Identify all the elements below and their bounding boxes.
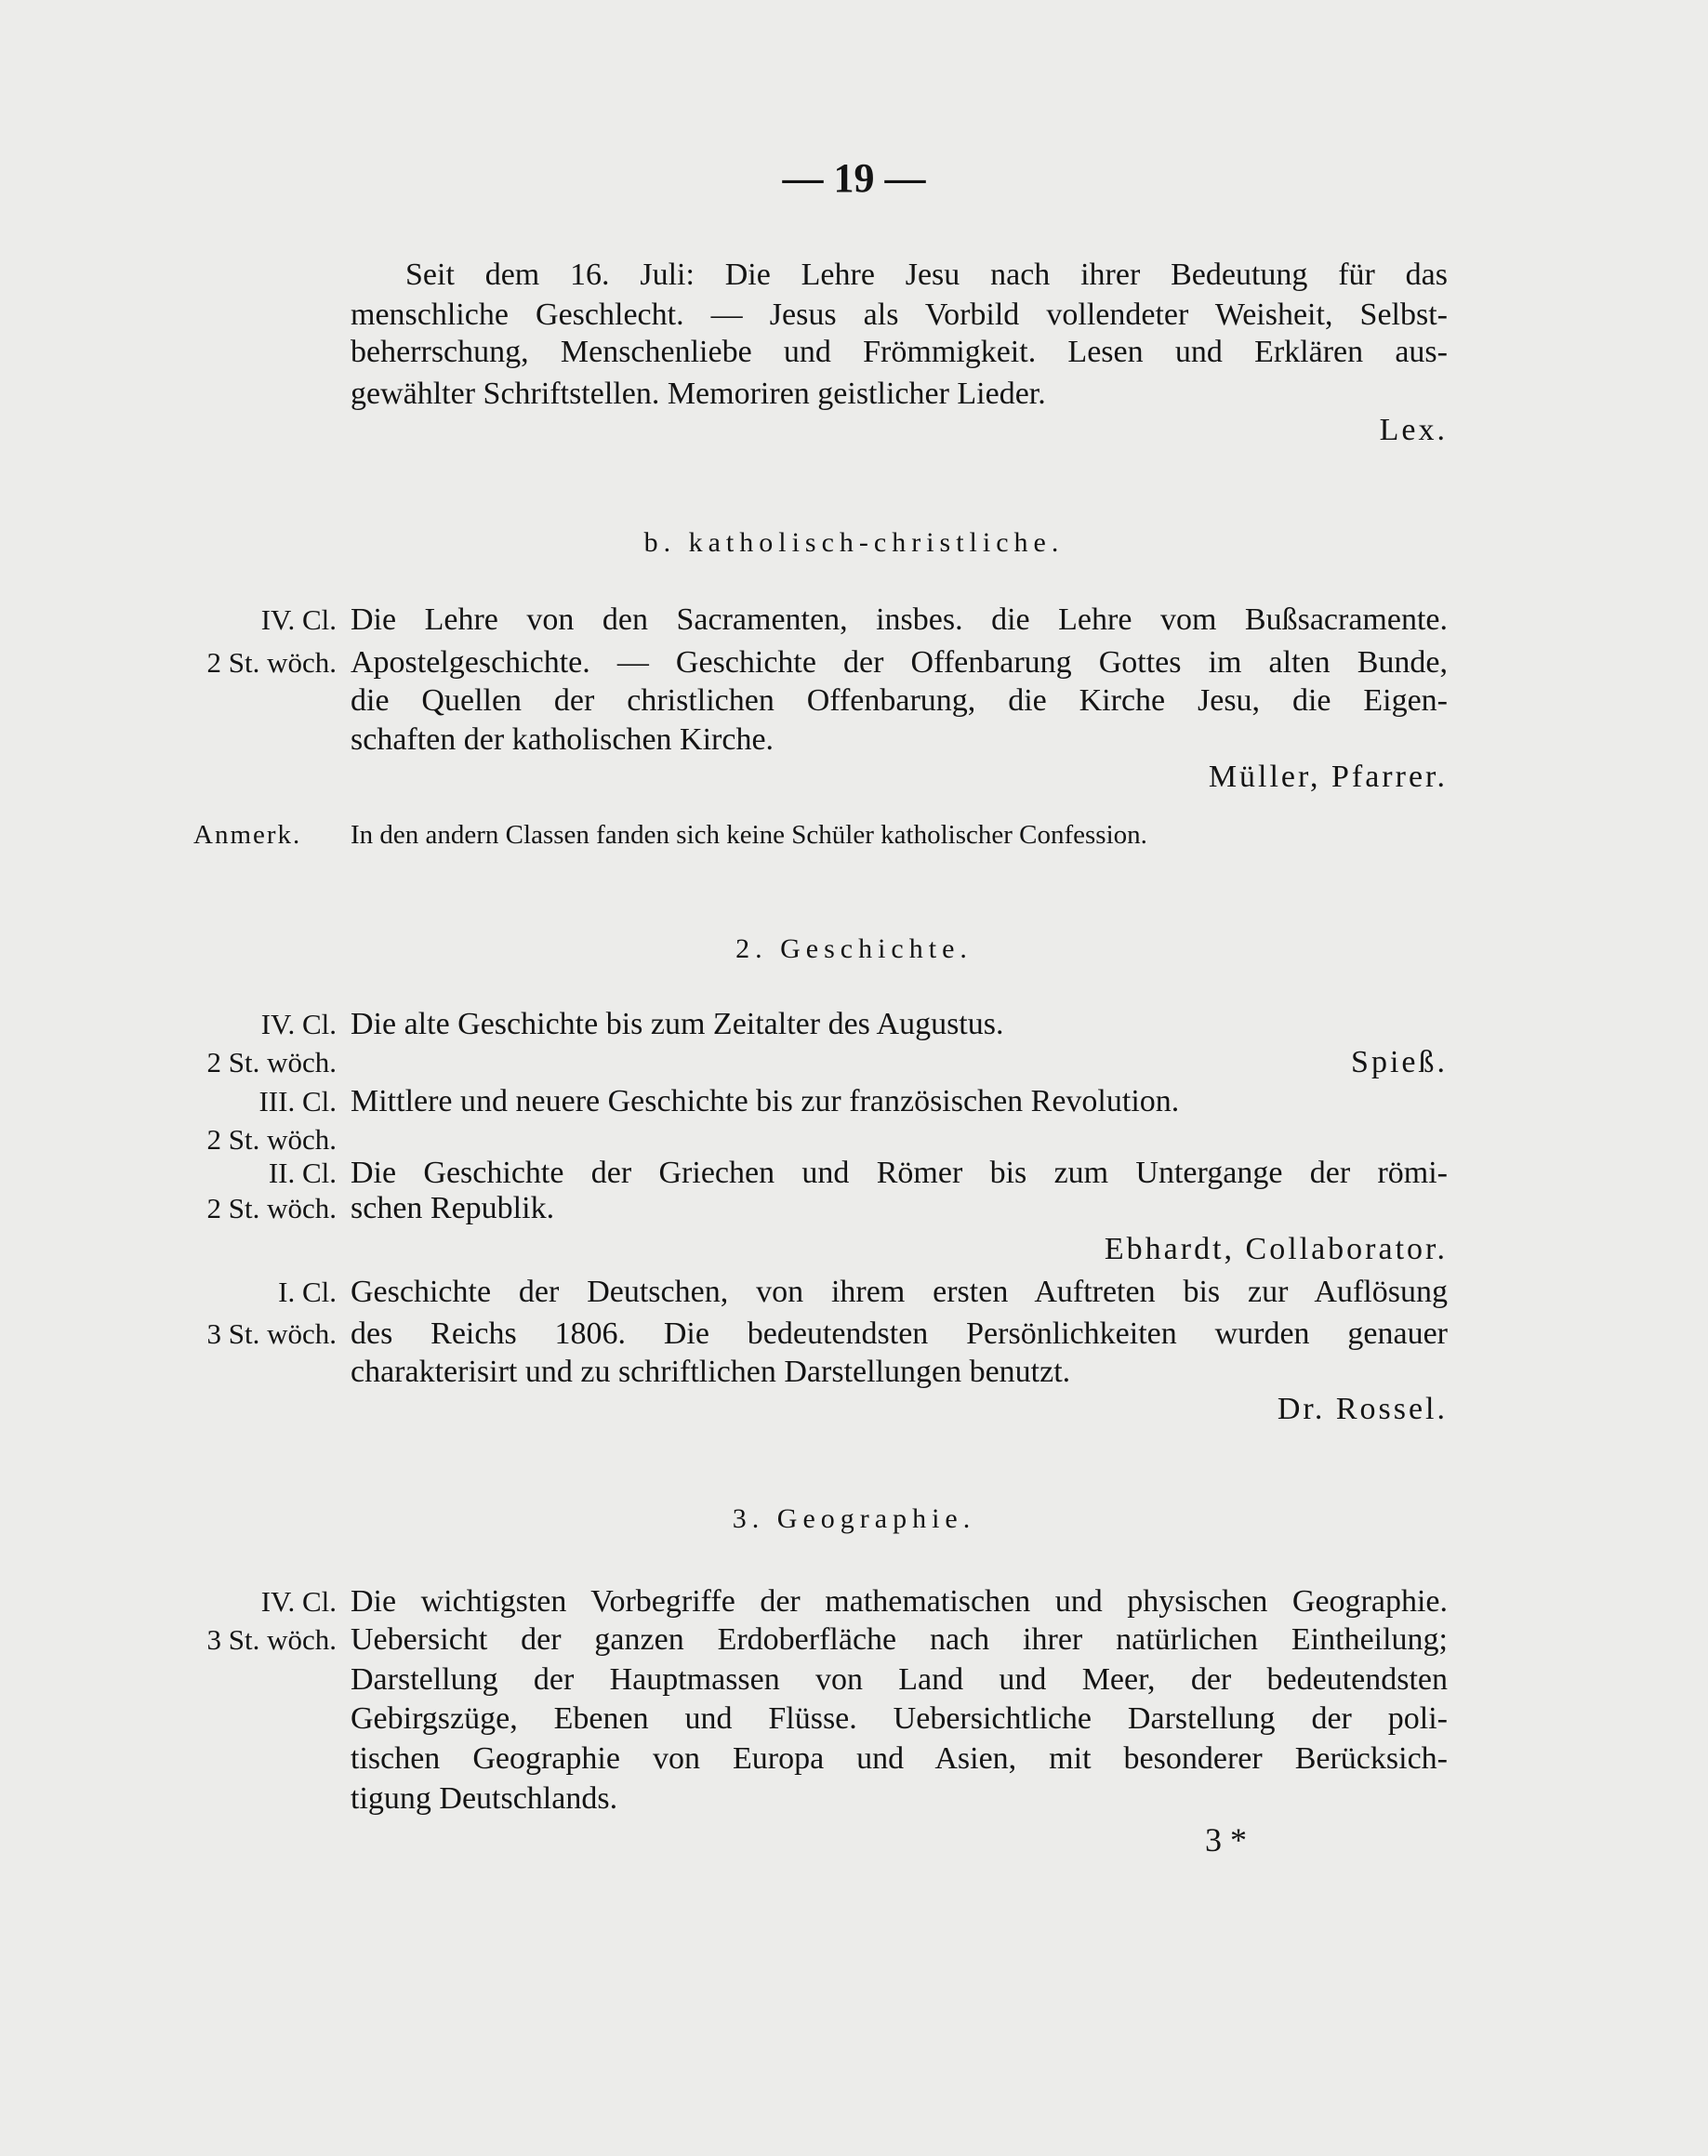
teacher-name: Müller, Pfarrer.: [1208, 760, 1448, 794]
paragraph-line: Die alte Geschichte bis zum Zeitalter des Augustus.: [351, 1007, 1004, 1041]
paragraph-line: des Reichs 1806. Die bedeutendsten Persönlichkeiten wurden genauer: [351, 1316, 1448, 1351]
paragraph-line: tigung Deutschlands.: [351, 1781, 618, 1816]
paragraph-line: Uebersicht der ganzen Erdoberfläche nach ihrer natürlichen Eintheilung;: [351, 1622, 1448, 1657]
teacher-name: Ebhardt, Collaborator.: [1104, 1232, 1448, 1266]
paragraph-line: Die Lehre von den Sacramenten, insbes. die Lehre vom Bußsacramente.: [351, 602, 1448, 637]
paragraph-line: Geschichte der Deutschen, von ihrem ersten Auftreten bis zur Auflösung: [351, 1275, 1448, 1309]
paragraph-line: die Quellen der christlichen Offenbarung, die Kirche Jesu, die Eigen-: [351, 683, 1448, 718]
section-heading: 2. Geschichte.: [735, 933, 973, 964]
page-number: — 19 —: [782, 155, 926, 201]
hours-label: 2 St. wöch.: [206, 1192, 337, 1224]
class-label: IV. Cl.: [260, 1008, 337, 1040]
paragraph-line: gewählter Schriftstellen. Memoriren geistlicher Lieder.: [351, 377, 1046, 411]
paragraph-line: Gebirgszüge, Ebenen und Flüsse. Uebersichtliche Darstellung der poli-: [351, 1701, 1448, 1736]
note-text: In den andern Classen fanden sich keine Schüler katholischer Confession.: [351, 820, 1147, 850]
paragraph-line: menschliche Geschlecht. — Jesus als Vorbild vollendeter Weisheit, Selbst-: [351, 298, 1448, 332]
hours-label: 3 St. wöch.: [206, 1623, 337, 1656]
paragraph-line: Apostelgeschichte. — Geschichte der Offenbarung Gottes im alten Bunde,: [351, 645, 1448, 680]
paragraph-line: Die Geschichte der Griechen und Römer bis zum Untergange der römi-: [351, 1156, 1448, 1190]
hours-label: 2 St. wöch.: [206, 1123, 337, 1156]
section-heading: b. katholisch-christliche.: [643, 527, 1065, 558]
hours-label: 2 St. wöch.: [206, 1046, 337, 1078]
note-label: Anmerk.: [193, 820, 302, 850]
class-label: III. Cl.: [258, 1085, 337, 1118]
class-label: IV. Cl.: [260, 603, 337, 636]
paragraph-line: Die wichtigsten Vorbegriffe der mathematischen und physischen Geographie.: [351, 1584, 1448, 1619]
class-label: II. Cl.: [268, 1157, 337, 1189]
paragraph-line: schaften der katholischen Kirche.: [351, 722, 775, 757]
paragraph-line: charakterisirt und zu schriftlichen Darstellungen benutzt.: [351, 1355, 1071, 1389]
hours-label: 2 St. wöch.: [206, 646, 337, 679]
section-heading: 3. Geographie.: [732, 1503, 976, 1534]
class-label: I. Cl.: [278, 1276, 337, 1308]
teacher-name: Spieß.: [1351, 1045, 1448, 1079]
signature-mark: 3 *: [1205, 1821, 1247, 1858]
class-label: IV. Cl.: [260, 1585, 337, 1618]
paragraph-line: Seit dem 16. Juli: Die Lehre Jesu nach ihrer Bedeutung für das: [405, 258, 1448, 292]
paragraph-line: Mittlere und neuere Geschichte bis zur französischen Revolution.: [351, 1084, 1180, 1118]
paragraph-line: tischen Geographie von Europa und Asien, mit besonderer Berücksich-: [351, 1741, 1448, 1776]
paragraph-line: beherrschung, Menschenliebe und Frömmigkeit. Lesen und Erklären aus-: [351, 335, 1448, 369]
teacher-name: Dr. Rossel.: [1277, 1392, 1448, 1426]
paragraph-line: Darstellung der Hauptmassen von Land und Meer, der bedeutendsten: [351, 1662, 1448, 1697]
hours-label: 3 St. wöch.: [206, 1317, 337, 1350]
paragraph-line: schen Republik.: [351, 1191, 555, 1225]
teacher-name: Lex.: [1379, 413, 1448, 447]
